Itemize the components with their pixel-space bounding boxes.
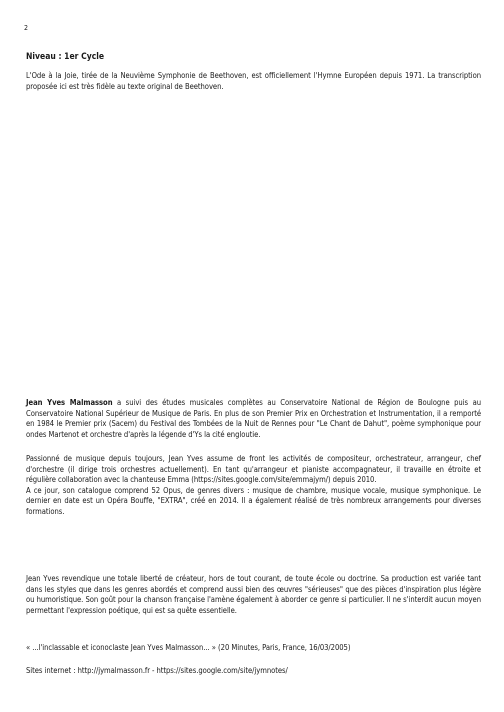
website-separator: - <box>152 666 155 675</box>
bio-paragraph-2a: Passionné de musique depuis toujours, Jean Yves assume de front les activités de compositeur, orchestrateur, arrangeur, chef d'orchestre (il dirige trois orchestres actuellement). En tant qu'arrangeur et pianiste accompagnateur, il travaille en étroite et régulière collaboration avec la chanteuse Emma (https://sites.google.com/site/emmajym/) depuis 2010. <box>26 454 481 485</box>
bio-paragraph-1 <box>26 398 481 440</box>
quote-text: « ...l'inclassable et iconoclaste Jean Yves Malmasson... » <box>26 643 216 652</box>
composer-name: Jean Yves Malmasson <box>26 398 113 407</box>
level-title: Niveau : 1er Cycle <box>26 52 105 62</box>
quote-source: (20 Minutes, Paris, France, 16/03/2005) <box>218 643 351 652</box>
websites-line <box>26 666 481 677</box>
bio-paragraph-1-text: a suivi des études musicales complètes au Conservatoire National de Région de Boulogne puis au Conservatoire National Supérieur de Musique de Paris. En plus de son Premier Prix en Orchestration et Instrumentation, il a remporté en 1984 le Premier prix (Sacem) du Festival des Tombées de la Nuit de Rennes pour "Le Chant de Dahut", poème symphonique pour ondes Martenot et orchestre d'après la légende d'Ys la cité engloutie. <box>26 398 481 439</box>
bio-paragraph-2 <box>26 454 481 518</box>
bio-paragraph-2b: A ce jour, son catalogue comprend 52 Opus, de genres divers : musique de chambre, musique vocale, musique symphonique. Le dernier en date est un Opéra Bouffe, "EXTRA", créé en 2014. Il a également réalisé de très nombreux arrangements pour diverses formations. <box>26 485 481 516</box>
website-link-2[interactable]: https://sites.google.com/site/jymnotes/ <box>156 666 288 675</box>
website-link-1[interactable]: Sites internet : http://jymalmasson.fr <box>26 666 151 675</box>
page-number: 2 <box>24 24 29 32</box>
intro-paragraph: L'Ode à la Joie, tirée de la Neuvième Symphonie de Beethoven, est officiellement l'Hymne Européen depuis 1971. La transcription proposée ici est très fidèle au texte original de Beethoven. <box>26 71 481 91</box>
bio-paragraph-3: Jean Yves revendique une totale liberté de créateur, hors de tout courant, de toute école ou doctrine. Sa production est variée tant dans les styles que dans les genres abordés et comprend aussi bien des œuvres "sérieuses" que des pièces d'inspiration plus légère ou humoristique. Son goût pour la chanson française l'amène également à aborder ce genre si particulier. Il ne s'interdit aucun moyen permettant l'expression poétique, qui est sa quête essentielle. <box>26 574 481 615</box>
press-quote <box>26 643 481 654</box>
